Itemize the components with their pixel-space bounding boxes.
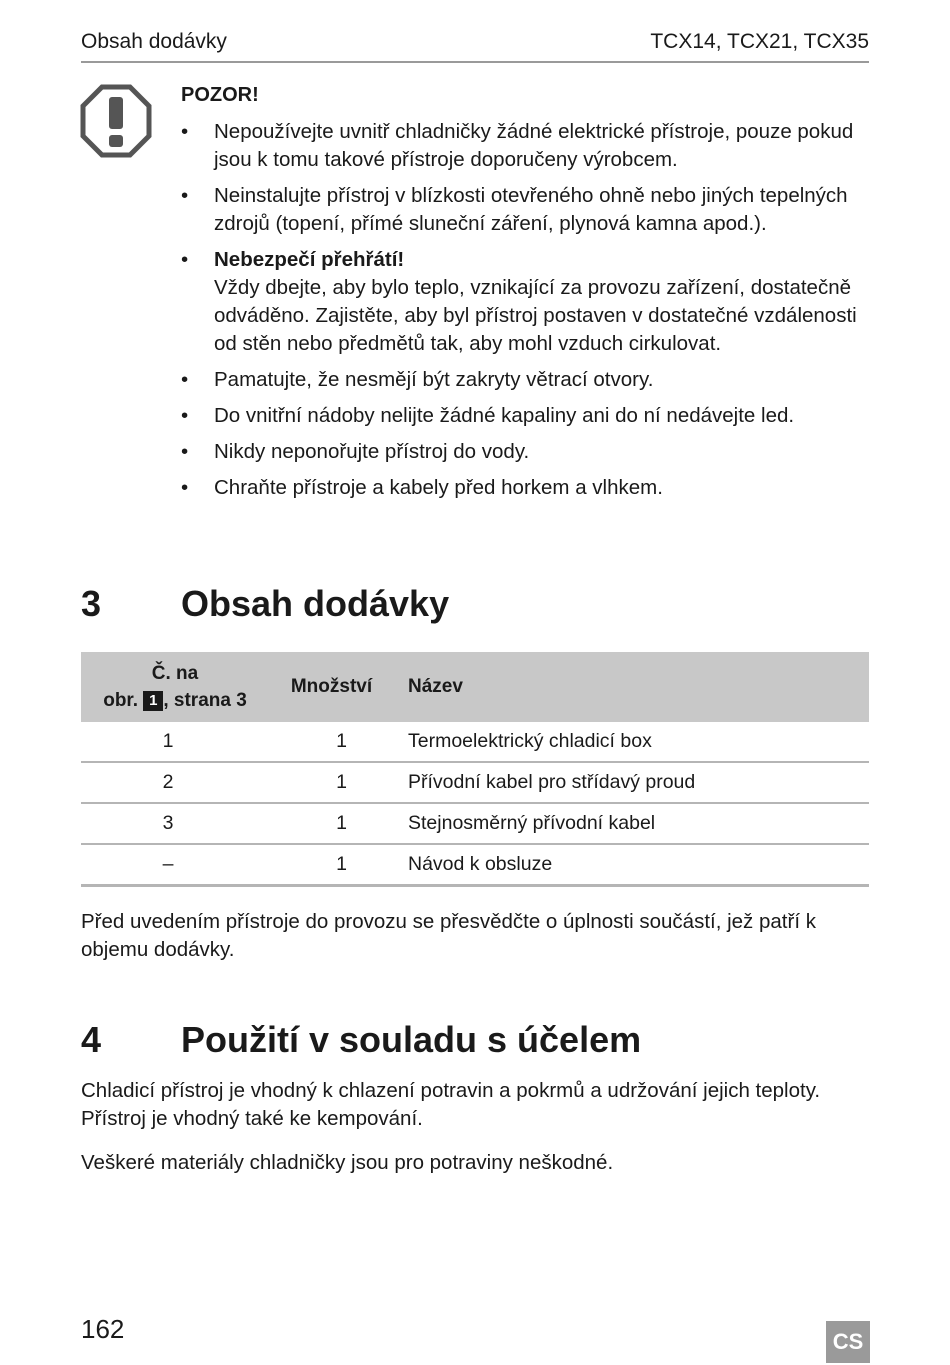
intended-use-paragraph: Veškeré materiály chladničky jsou pro potraviny neškodné. bbox=[81, 1151, 614, 1174]
column-header-line: Č. na bbox=[151, 663, 199, 684]
column-header-name: Název bbox=[408, 676, 463, 697]
running-header-models: TCX14, TCX21, TCX35 bbox=[650, 30, 869, 53]
column-header-line: , strana 3 bbox=[163, 690, 247, 711]
warning-item-text: Pamatujte, že nesmějí být zakryty větrací otvory. bbox=[214, 368, 654, 391]
delivery-table bbox=[81, 652, 869, 887]
table-row bbox=[81, 762, 869, 803]
warning-item-text: Neinstalujte přístroj v blízkosti otevřeného ohně nebo jiných tepelných zdrojů (topení, přímé sluneční záření, plynová kamna apod.). bbox=[214, 184, 848, 235]
header-rule bbox=[81, 61, 869, 63]
cell-quantity: 1 bbox=[269, 722, 394, 762]
cell-name: Stejnosměrný přívodní kabel bbox=[394, 803, 869, 844]
section-title: Obsah dodávky bbox=[181, 583, 450, 624]
table-row bbox=[81, 844, 869, 886]
cell-figure-no: 2 bbox=[81, 762, 269, 803]
table-row bbox=[81, 803, 869, 844]
bullet: • bbox=[181, 404, 189, 427]
table-header-row bbox=[81, 652, 869, 722]
page-number: 162 bbox=[81, 1314, 125, 1344]
warning-item bbox=[181, 182, 881, 238]
warning-octagon-icon bbox=[80, 84, 152, 158]
warning-item-text: Chraňte přístroje a kabely před horkem a vlhkem. bbox=[214, 476, 663, 499]
cell-name: Přívodní kabel pro střídavý proud bbox=[394, 762, 869, 803]
warning-item-text: Do vnitřní nádoby nelijte žádné kapaliny ani do ní nedávejte led. bbox=[214, 404, 795, 427]
bullet: • bbox=[181, 248, 189, 271]
warning-item bbox=[181, 474, 881, 502]
warning-item bbox=[181, 438, 881, 466]
warning-item bbox=[181, 366, 881, 394]
column-header-figure-no bbox=[81, 652, 269, 722]
warning-item bbox=[181, 402, 881, 430]
cell-figure-no: – bbox=[81, 844, 269, 886]
cell-figure-no: 1 bbox=[81, 722, 269, 762]
section-title: Použití v souladu s účelem bbox=[181, 1019, 642, 1060]
warning-title: POZOR! bbox=[181, 84, 259, 106]
bullet: • bbox=[181, 476, 189, 499]
warning-list bbox=[181, 118, 881, 510]
bullet: • bbox=[181, 440, 189, 463]
warning-item-text: Nepoužívejte uvnitř chladničky žádné elektrické přístroje, pouze pokud jsou k tomu takové přístroje doporučeny výrobcem. bbox=[214, 120, 854, 171]
section-3-heading bbox=[81, 583, 449, 625]
bullet: • bbox=[181, 120, 189, 143]
delivery-note: Před uvedením přístroje do provozu se přesvědčte o úplnosti součástí, jež patří k objemu dodávky. bbox=[81, 910, 816, 961]
column-header-quantity: Množství bbox=[290, 676, 373, 697]
cell-figure-no: 3 bbox=[81, 803, 269, 844]
language-badge: CS bbox=[826, 1321, 870, 1363]
cell-name: Termoelektrický chladicí box bbox=[394, 722, 869, 762]
section-4-heading bbox=[81, 1019, 641, 1061]
warning-item bbox=[181, 118, 881, 174]
table-row bbox=[81, 722, 869, 762]
cell-quantity: 1 bbox=[269, 844, 394, 886]
cell-name: Návod k obsluze bbox=[394, 844, 869, 886]
section-number: 4 bbox=[81, 1019, 102, 1060]
section-number: 3 bbox=[81, 583, 102, 624]
column-header-line: obr. bbox=[103, 690, 139, 711]
warning-item bbox=[181, 246, 881, 358]
warning-item-text: Vždy dbejte, aby bylo teplo, vznikající za provozu zařízení, dostatečně odváděno. Zajistěte, aby byl přístroj postaven v dostatečné vzdálenosti od stěn nebo předmětů tak, aby mohl vzduch cirkulovat. bbox=[214, 276, 857, 355]
figure-number-badge: 1 bbox=[143, 691, 163, 711]
running-header-title: Obsah dodávky bbox=[81, 30, 227, 53]
cell-quantity: 1 bbox=[269, 803, 394, 844]
warning-item-heading: Nebezpečí přehřátí! bbox=[214, 248, 405, 271]
cell-quantity: 1 bbox=[269, 762, 394, 803]
bullet: • bbox=[181, 368, 189, 391]
bullet: • bbox=[181, 184, 189, 207]
intended-use-paragraph: Chladicí přístroj je vhodný k chlazení potravin a pokrmů a udržování jejich teploty. Přístroj je vhodný také ke kempování. bbox=[81, 1079, 821, 1130]
warning-item-text: Nikdy neponořujte přístroj do vody. bbox=[214, 440, 530, 463]
